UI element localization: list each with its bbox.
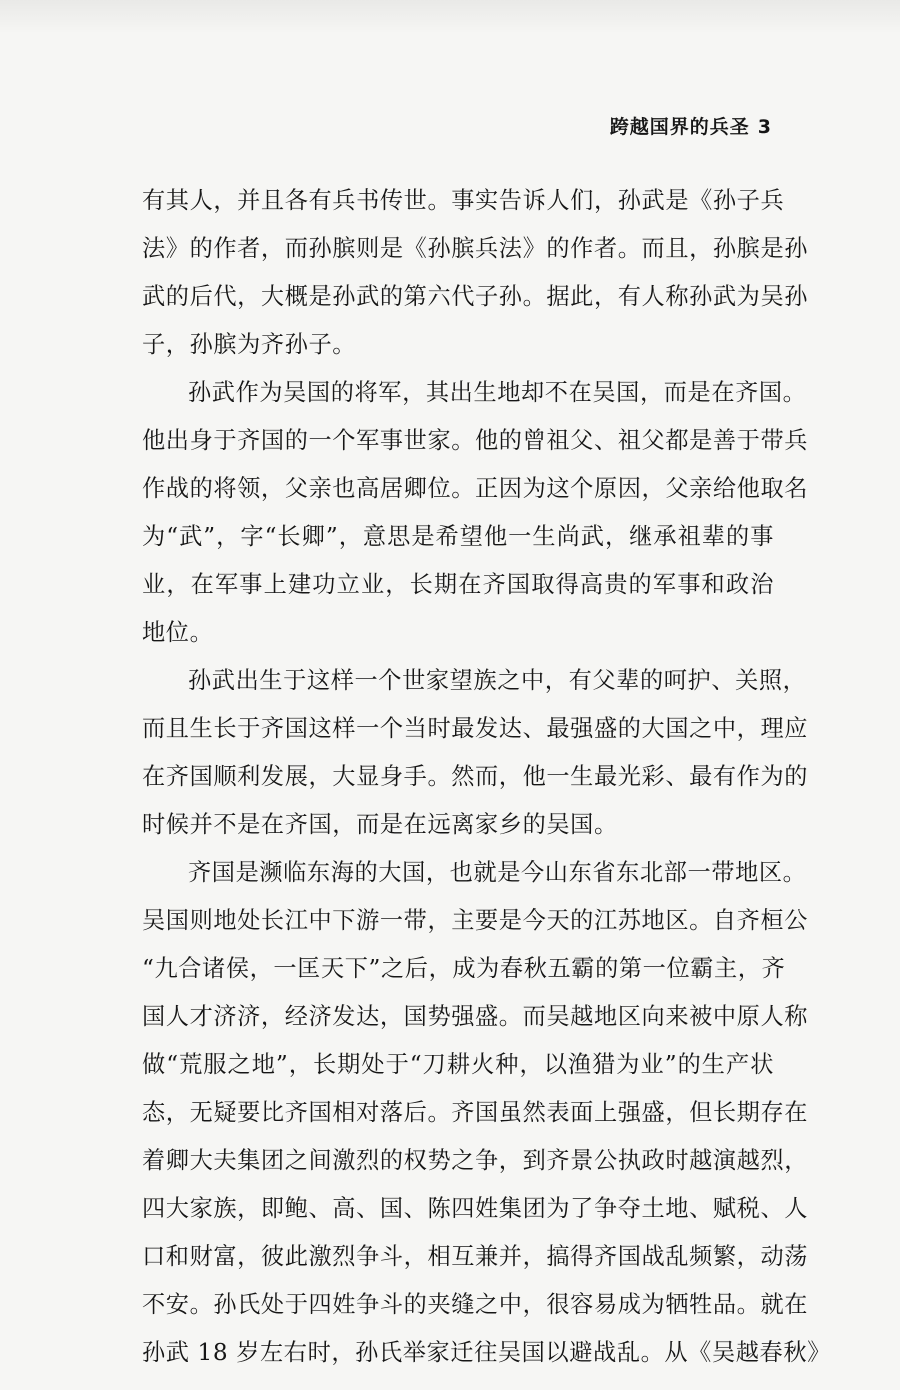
text-line: 子，孙膑为齐孙子。 xyxy=(142,331,357,358)
text-line: 在齐国顺利发展，大显身手。然而，他一生最光彩、最有作为的 xyxy=(142,763,809,790)
text-line: 地位。 xyxy=(142,619,214,646)
page-number: 3 xyxy=(757,116,772,138)
text-line: 武的后代，大概是孙武的第六代子孙。据此，有人称孙武为吴孙 xyxy=(142,283,809,310)
text-line: 不安。孙氏处于四姓争斗的夹缝之中，很容易成为牺牲品。就在 xyxy=(142,1291,809,1318)
book-title: 跨越国界的兵圣 xyxy=(609,116,750,138)
text-line: 有其人，并且各有兵书传世。事实告诉人们，孙武是《孙子兵 xyxy=(142,187,785,214)
text-line: 国人才济济，经济发达，国势强盛。而吴越地区向来被中原人称 xyxy=(142,1003,809,1030)
body-text xyxy=(142,184,831,1384)
text-line: 作战的将领，父亲也高居卿位。正因为这个原因，父亲给他取名 xyxy=(142,475,809,502)
text-line: 口和财富，彼此激烈争斗，相互兼并，搞得齐国战乱频繁，动荡 xyxy=(142,1243,809,1270)
text-line: 孙武 18 岁左右时，孙氏举家迁往吴国以避战乱。从《吴越春秋》 xyxy=(142,1339,831,1366)
text-line: 时候并不是在齐国，而是在远离家乡的吴国。 xyxy=(142,811,618,838)
text-line: 为“武”，字“长卿”，意思是希望他一生尚武，继承祖辈的事 xyxy=(142,523,774,550)
text-line: 而且生长于齐国这样一个当时最发达、最强盛的大国之中，理应 xyxy=(142,715,809,742)
page-top-shadow xyxy=(0,0,900,34)
paragraph-first-line: 齐国是濒临东海的大国，也就是今山东省东北部一带地区。 xyxy=(188,859,807,886)
text-line: 业，在军事上建功立业，长期在齐国取得高贵的军事和政治 xyxy=(142,571,774,598)
paragraph-first-line: 孙武出生于这样一个世家望族之中，有父辈的呵护、关照， xyxy=(188,667,807,694)
text-line: 吴国则地处长江中下游一带，主要是今天的江苏地区。自齐桓公 xyxy=(142,907,809,934)
paragraph-first-line: 孙武作为吴国的将军，其出生地却不在吴国，而是在齐国。 xyxy=(188,379,807,406)
running-header xyxy=(610,112,772,139)
text-line: 态，无疑要比齐国相对落后。齐国虽然表面上强盛，但长期存在 xyxy=(142,1099,809,1126)
text-line: 四大家族，即鲍、高、国、陈四姓集团为了争夺土地、赋税、人 xyxy=(142,1195,809,1222)
text-line: “九合诸侯，一匡天下”之后，成为春秋五霸的第一位霸主，齐 xyxy=(142,955,786,982)
text-line: 着卿大夫集团之间激烈的权势之争，到齐景公执政时越演越烈， xyxy=(142,1147,809,1174)
text-line: 做“荒服之地”，长期处于“刀耕火种，以渔猎为业”的生产状 xyxy=(142,1051,774,1078)
text-line: 法》的作者，而孙膑则是《孙膑兵法》的作者。而且，孙膑是孙 xyxy=(142,235,809,262)
text-line: 他出身于齐国的一个军事世家。他的曾祖父、祖父都是善于带兵 xyxy=(142,427,809,454)
